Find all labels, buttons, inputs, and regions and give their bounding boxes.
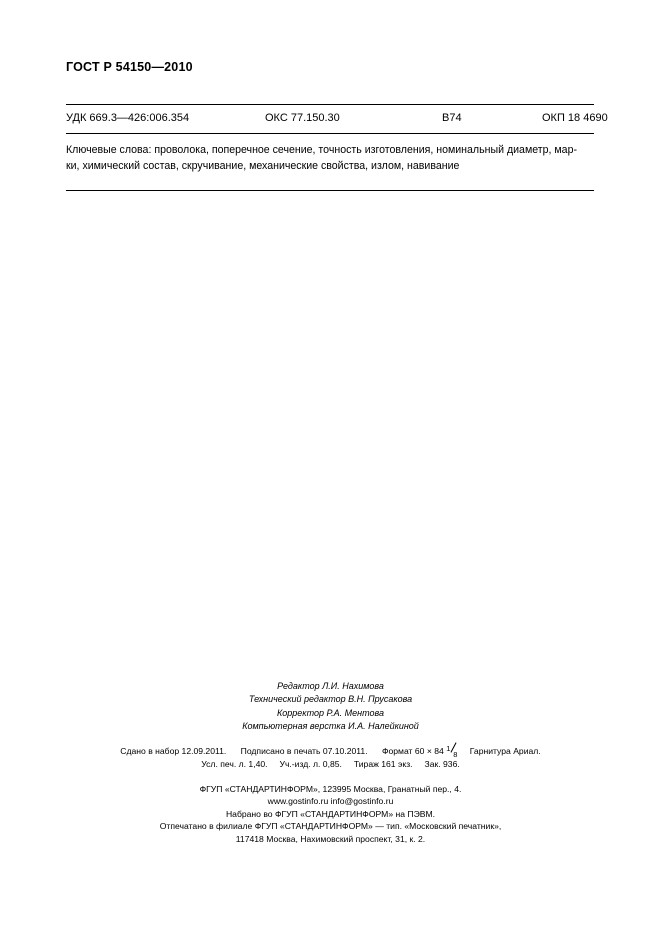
publishing-sheets: Уч.-изд. л. 0,85. bbox=[279, 758, 342, 769]
printed-sheets: Усл. печ. л. 1,40. bbox=[201, 758, 268, 769]
keywords-line-1: Ключевые слова: проволока, поперечное сечение, точность изготовления, номинальный диаметр, мар- bbox=[66, 144, 577, 156]
group-code: В74 bbox=[442, 112, 462, 124]
print-date: Подписано в печать 07.10.2011. bbox=[240, 745, 368, 756]
keywords-line-2: ки, химический состав, скручивание, механические свойства, излом, навивание bbox=[66, 160, 460, 172]
production-block bbox=[0, 745, 661, 771]
udk-code: УДК 669.3—426:006.354 bbox=[66, 112, 190, 124]
editor-line: Редактор Л.И. Нахимова bbox=[277, 681, 384, 691]
technical-editor-line: Технический редактор В.Н. Прусакова bbox=[248, 694, 413, 705]
oks-code: ОКС 77.150.30 bbox=[265, 112, 340, 124]
format-value: 84 bbox=[434, 745, 444, 756]
printed-at-note: Отпечатано в филиале ФГУП «СТАНДАРТИНФОРМ» — тип. «Московский печатник», bbox=[159, 821, 502, 832]
layout-line: Компьютерная верстка И.А. Налейкиной bbox=[242, 721, 419, 732]
typeface: Гарнитура Ариал. bbox=[469, 745, 541, 756]
format-multiplier: × bbox=[426, 745, 432, 756]
credits-block bbox=[0, 680, 661, 734]
order-number: Зак. 936. bbox=[424, 758, 460, 769]
publisher-contacts: www.gostinfo.ru info@gostinfo.ru bbox=[267, 796, 394, 807]
format-label: Формат 60 bbox=[381, 745, 425, 756]
set-date: Сдано в набор 12.09.2011. bbox=[120, 745, 227, 756]
publisher-address: ФГУП «СТАНДАРТИНФОРМ», 123995 Москва, Гранатный пер., 4. bbox=[199, 783, 462, 794]
print-run: Тираж 161 экз. bbox=[353, 758, 413, 769]
divider-top bbox=[66, 104, 594, 105]
proofreader-line: Корректор Р.А. Ментова bbox=[276, 707, 385, 718]
okp-code: ОКП 18 4690 bbox=[542, 112, 608, 124]
classification-codes-row bbox=[66, 112, 608, 130]
imprint-block bbox=[0, 680, 661, 846]
publisher-block bbox=[0, 783, 661, 846]
keywords-block bbox=[66, 142, 596, 174]
production-line-1 bbox=[0, 745, 661, 758]
format-fraction bbox=[446, 744, 460, 760]
page-title: ГОСТ Р 54150—2010 bbox=[66, 60, 193, 74]
divider-middle bbox=[66, 133, 594, 134]
fraction-numerator: 1 bbox=[446, 744, 451, 754]
typeset-note: Набрано во ФГУП «СТАНДАРТИНФОРМ» на ПЭВМ. bbox=[225, 808, 436, 819]
printer-address: 117418 Москва, Нахимовский проспект, 31, к. 2. bbox=[235, 834, 426, 844]
production-line-2 bbox=[0, 758, 661, 771]
fraction-denominator: 8 bbox=[453, 750, 458, 760]
divider-bottom bbox=[66, 190, 594, 191]
